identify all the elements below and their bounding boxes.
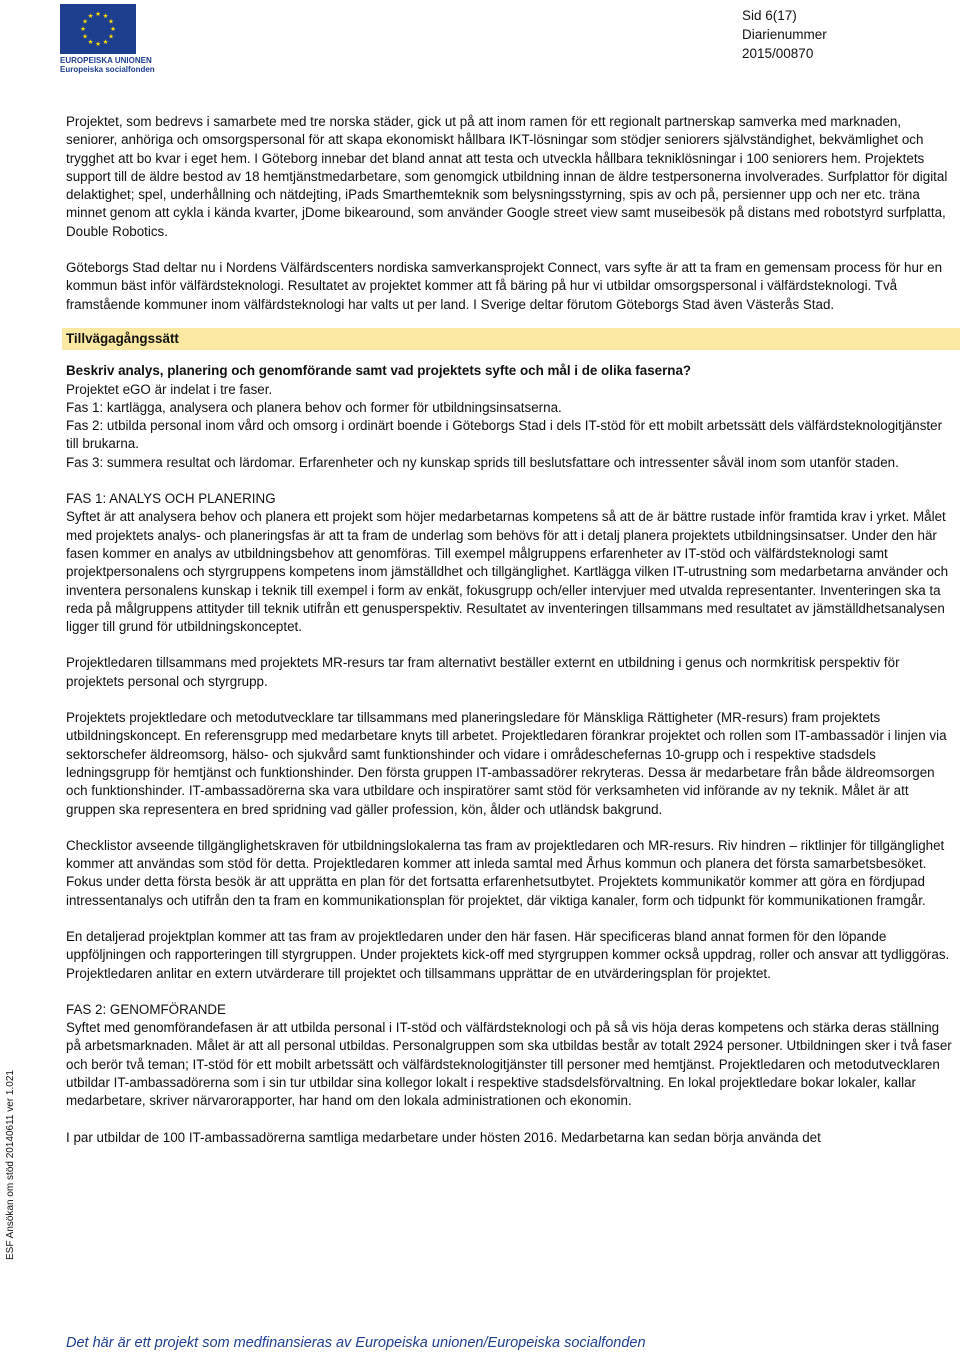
star-icon: ★: [82, 33, 88, 41]
paragraph: Fas 1: kartlägga, analysera och planera behov och former för utbildningsinsatserna.: [66, 399, 562, 415]
registry-label: Diarienummer: [742, 27, 827, 42]
star-icon: ★: [87, 39, 94, 47]
paragraph: Syftet med genomförandefasen är att utbilda personal i IT-stöd och välfärdsteknologi och på så vis höja deras kompetens och stärka deras ställning på arbetsmarknaden. Målet är att all personal utbildas. Personalgruppen som ska utbildas består av totalt 2924 personer. Utbildningen sker i två faser och berör två teman; IT-stöd för ett mobilt arbetssätt och välfärdsteknologitjänster till personer med hemtjänst. Projektledaren och metodutvecklaren utbildar IT-ambassadörerna som i sin tur utbildar sina kollegor lokalt i respektive stadsdelsförvaltning. En lokal projektledare bokar lokaler, kallar medarbetare, skriver närvarorapporter, har hand om den lokala administrationen och ekonomin.: [66, 1020, 952, 1109]
star-icon: ★: [82, 18, 88, 26]
side-version-text: ESF Ansökan om stöd 20140611 ver 1.021: [5, 1070, 16, 1260]
paragraph: Projektets projektledare och metodutvecklare tar tillsammans med planeringsledare för Mänskliga Rättigheter (MR-resurs) fram projektets utbildningskoncept. En referensgrupp med medarbetare knyts till arbetet. Projektledaren förankrar projektet och rollen som IT-ambassadör i linjen via sektorschefer äldreomsorg, hälso- och sjukvård samt funktionshinder och vidare i områdeschefernas 10-grupp och i respektive stadsdels ledningsgrupp för hemtjänst och funktionshinder. Den första gruppen IT-ambassadörer rekryteras. Dessa är medarbetare från både äldreomsorgen och funktionshinder. IT-ambassadörerna ska vara utbildare och inspiratörer samt stöd för verksamheten vid införande av ny teknik. Målet är att gruppen ska representera en bred spridning vad gäller profession, kön, ålder och utländsk bakgrund.: [66, 710, 947, 817]
paragraph: Syftet är att analysera behov och planera ett projekt som höjer medarbetarnas kompetens så att de är bättre rustade inför framtida krav i yrket. Målet med projektets analys- och planeringsfas är att ta fram de underlag som behövs för att i detalj planera projektets utbildningsinsatser. Under den här fasen kommer en analys av utbildningsbehov att genomföras. Till exempel målgruppens erfarenheter av IT-stöd och välfärdsteknologi samt projektpersonalens och styrgruppens kompetens inom jämställdhet och tillgänglighet. Kartlägga vilken IT-utrustning som medarbetarna använder och inventera personalens kunskap i teknik till exempel i form av enkät, fokusgrupp och/eller intervjuer med utvalda representanter. Inventeringen ska ta reda på målgruppens attityder till teknik utifrån ett genusperspektiv. Resultatet av inventeringen tillsammans med resultatet av jämställdhetsanalysen ligger till grund för utbildningskonceptet.: [66, 509, 949, 635]
paragraph: Checklistor avseende tillgänglighetskraven för utbildningslokalerna tas fram av projektledaren och MR-resurs. Riv hindren – riktlinjer för tillgänglighet kommer att användas som stöd för detta. Projektledaren kommer att inleda samtal med Århus kommun och planera det första samarbetsbesöket. Fokus under detta första besök är att upprätta en plan för det fortsatta erfarenhetsutbytet. Projektets kommunikatör kommer att göra en fördjupad intressentanalys och utifrån den ta fram en kommunikationsplan för projektet, där viktiga kanaler, form och tidpunkt för kommunikationen framgår.: [66, 837, 945, 908]
star-icon: ★: [108, 18, 114, 26]
registry-number: 2015/00870: [742, 46, 814, 61]
paragraph: Fas 2: utbilda personal inom vård och omsorg i ordinärt boende i Göteborgs Stad i dels IT-stöd för ett mobilt arbetssätt dels välfärdsteknologitjänster till brukarna.: [66, 418, 943, 452]
paragraph: Projektet eGO är indelat i tre faser.: [66, 381, 273, 397]
page-header: [742, 6, 842, 63]
section-heading: Tillvägagångssätt: [62, 328, 960, 350]
star-icon: ★: [108, 33, 114, 41]
paragraph: En detaljerad projektplan kommer att tas fram av projektledaren under den här fasen. Här specificeras bland annat formen för den löpande uppföljningen och rapporteringen till styrgruppen. Under projektets kick-off med styrgruppen kommer också uppdrag, roller och ansvar att tydliggöras. Projektledaren anlitar en extern utvärderare till projektet och tillsammans upprättar de en utvärderingsplan för projektet.: [66, 928, 950, 981]
eu-flag-icon: [60, 4, 136, 54]
logo-line-2: Europeiska socialfonden: [60, 65, 155, 74]
paragraph: Fas 3: summera resultat och lärdomar. Erfarenheter och ny kunskap sprids till beslutsfattare och intressenter såväl inom som utanför staden.: [66, 454, 899, 470]
paragraph: Göteborgs Stad deltar nu i Nordens Välfärdscenters nordiska samverkansprojekt Connect, vars syfte är att ta fram en gemensam process för hur en kommun bäst inför välfärdsteknologi. Resultatet av projektet kommer att få bäring på hur vi utbildar omsorgspersonal i välfärdsteknologi. Två framstående kommuner inom välfärdsteknologi har valts ut per land. I Sverige deltar förutom Göteborgs Stad även Västerås Stad.: [66, 260, 943, 312]
star-icon: ★: [102, 13, 109, 21]
subsection-title: FAS 1: ANALYS OCH PLANERING: [66, 491, 276, 507]
question-heading: Beskriv analys, planering och genomförande samt vad projektets syfte och mål i de olika faserna?: [66, 363, 692, 379]
paragraph: Projektledaren tillsammans med projektets MR-resurs tar fram alternativt beställer externt en utbildning i genus och normkritisk perspektiv för projektets personal och styrgrupp.: [66, 655, 900, 689]
page-number: Sid 6(17): [742, 8, 797, 23]
paragraph: Projektet, som bedrevs i samarbete med tre norska städer, gick ut på att inom ramen för ett regionalt partnerskap samverka med marknaden, seniorer, anhöriga och omsorgspersonal för att skapa ekonomiskt hållbara IKT-lösningar som stödjer seniorers självständighet, bekvämlighet och trygghet att bo kvar i eget hem. I Göteborg innebar det bland annat att testa och utveckla hållbara tekniklösningar i 100 seniorers hem. Projektets support till de äldre bestod av 18 hemtjänstmedarbetare, som genomgick utbildning innan de äldre testpersonerna involverades. Surfplattor för digital delaktighet; spel, underhållning och nätdejting, iPads Smarthemteknik som belysningsstyrning, spis av och på, persienner upp och ner etc. träna minnet genom att cykla i kända kvarter, jDome bikearound, som använder Google street view samt museibesök på distans med robotstyrd surfplatta, Double Robotics.: [66, 114, 948, 239]
star-icon: ★: [110, 26, 116, 34]
logo-line-1: EUROPEISKA UNIONEN: [60, 56, 152, 65]
paragraph: I par utbildar de 100 IT-ambassadörerna samtliga medarbetare under hösten 2016. Medarbetarna kan sedan börja använda det: [66, 1129, 821, 1145]
star-icon: ★: [102, 39, 109, 47]
footer-note: Det här är ett projekt som medfinansieras av Europeiska unionen/Europeiska socialfonden: [66, 1335, 646, 1351]
subsection-title: FAS 2: GENOMFÖRANDE: [66, 1001, 226, 1017]
star-icon: ★: [87, 13, 94, 21]
eu-logo: [60, 4, 155, 74]
star-icon: ★: [80, 26, 86, 34]
star-icon: ★: [95, 11, 101, 19]
document-body: [66, 113, 954, 1147]
star-icon: ★: [95, 41, 101, 49]
